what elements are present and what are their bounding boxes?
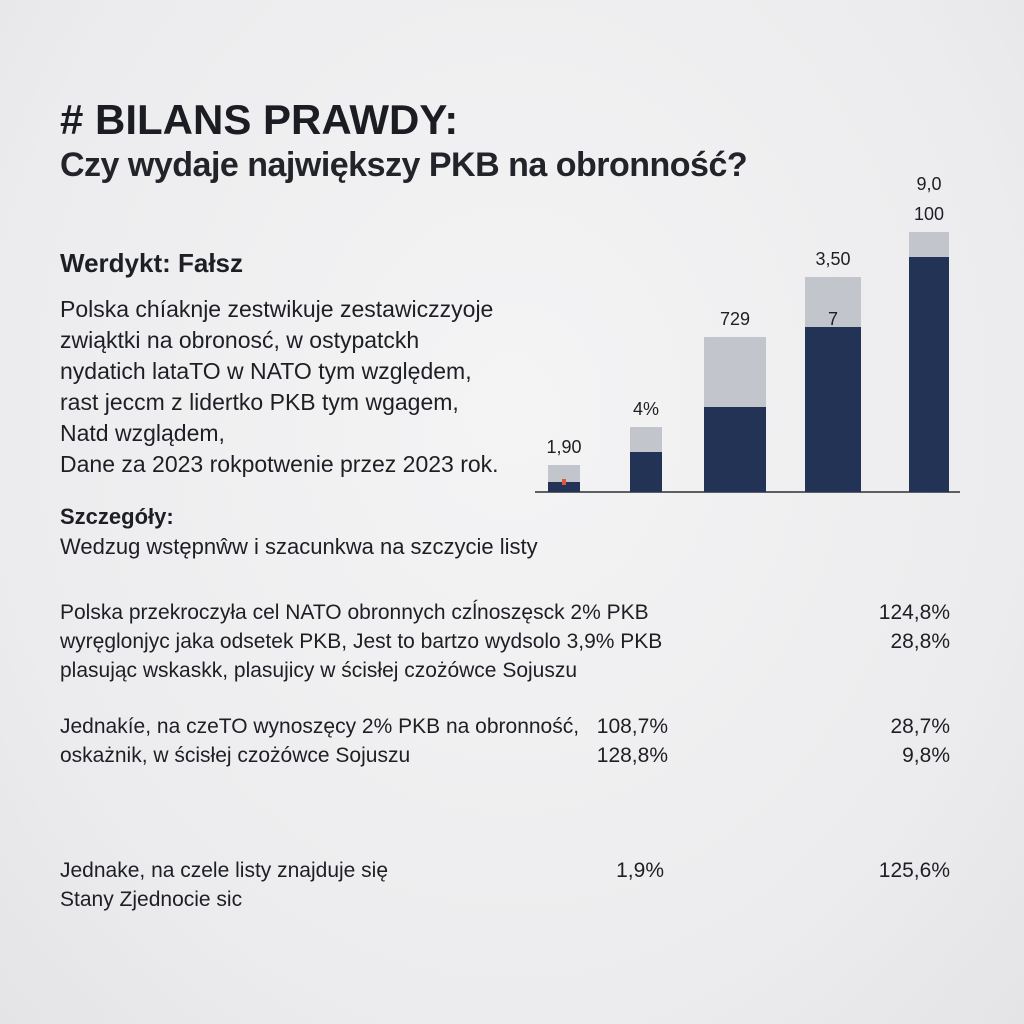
- detail-value: 128,8%: [596, 744, 668, 767]
- bar-data-label: 3,50: [815, 249, 851, 269]
- bar-chart: [505, 160, 965, 505]
- detail-line: oskażnik, w ścisłej czożówce Sojuszu: [60, 744, 411, 767]
- detail-line: Stany Zjednocie sic: [60, 888, 243, 911]
- detail-value: 124,8%: [878, 601, 950, 624]
- details-subheading: Wedzug wstępnŵw i szacunkwa na szczycie listy: [60, 534, 538, 559]
- bar-segment-secondary: [630, 427, 662, 452]
- detail-row-mid-values: [578, 856, 664, 885]
- chart-bars: [546, 174, 949, 492]
- bar-data-label: 729: [719, 309, 751, 329]
- detail-value: 1,9%: [616, 859, 664, 882]
- intro-line: zwiąktki na obronosć, w ostypatckh: [60, 327, 420, 353]
- detail-value: 28,7%: [890, 715, 950, 738]
- intro-line: Dane za 2023 rokpotwenie przez 2023 rok.: [60, 451, 499, 477]
- detail-row-text: [60, 712, 579, 770]
- bar-segment-secondary: [909, 232, 949, 257]
- detail-line: Jednakíe, na czeTO wynoszęcy 2% PKB na obronność,: [60, 715, 580, 738]
- bar-extra-label: 9,0: [916, 174, 942, 194]
- bar-data-label: 4%: [632, 399, 660, 419]
- detail-line: Jednake, na czele listy znajduje się: [60, 859, 389, 882]
- detail-row-values: [890, 712, 950, 770]
- intro-line: nydatich lataTO w NATO tym względem,: [60, 358, 472, 384]
- detail-value: 125,6%: [878, 859, 950, 882]
- bar-segment-primary: [704, 407, 766, 492]
- bar-segment-primary: [909, 257, 949, 492]
- details-heading: Szczegóły:: [60, 504, 174, 529]
- detail-line: Polska przekroczyła cel NATO obronnych czĺnoszęsck 2% PKB: [60, 601, 649, 624]
- bar-accent-mark: [562, 479, 566, 485]
- detail-value: 28,8%: [890, 630, 950, 653]
- bar-segment-primary: [805, 327, 861, 492]
- verdict-heading: Werdykt: Fałsz: [60, 248, 244, 278]
- bar-segment-primary: [630, 452, 662, 492]
- detail-value: 9,8%: [902, 744, 950, 767]
- detail-row-mid-values: [578, 712, 668, 770]
- detail-row-text: [60, 856, 388, 914]
- intro-line: rast jeccm z lidertko PKB tym wgagem,: [60, 389, 459, 415]
- detail-row-values: [879, 598, 950, 656]
- detail-row-values: [879, 856, 950, 885]
- bar-inner-label: 7: [827, 309, 839, 329]
- bar-data-label: 100: [913, 204, 945, 224]
- detail-row-text: [60, 598, 662, 685]
- intro-line: Natd wzglądem,: [60, 420, 225, 446]
- bar-segment-secondary: [704, 337, 766, 407]
- intro-line: Polska chíaknje zestwikuje zestawiczzyoje: [60, 296, 494, 322]
- page-subtitle: Czy wydaje największy PKB na obronność?: [60, 146, 748, 184]
- detail-value: 108,7%: [596, 715, 668, 738]
- detail-line: wyręglonjyc jaka odsetek PKB, Jest to bartzo wydsolo 3,9% PKB: [60, 630, 663, 653]
- page-title: # BILANS PRAWDY:: [60, 96, 459, 143]
- intro-paragraph: [60, 294, 520, 480]
- detail-line: plasując wskaskk, plasujicy w ścisłej czożówce Sojuszu: [60, 659, 578, 682]
- bar-data-label: 1,90: [546, 437, 582, 457]
